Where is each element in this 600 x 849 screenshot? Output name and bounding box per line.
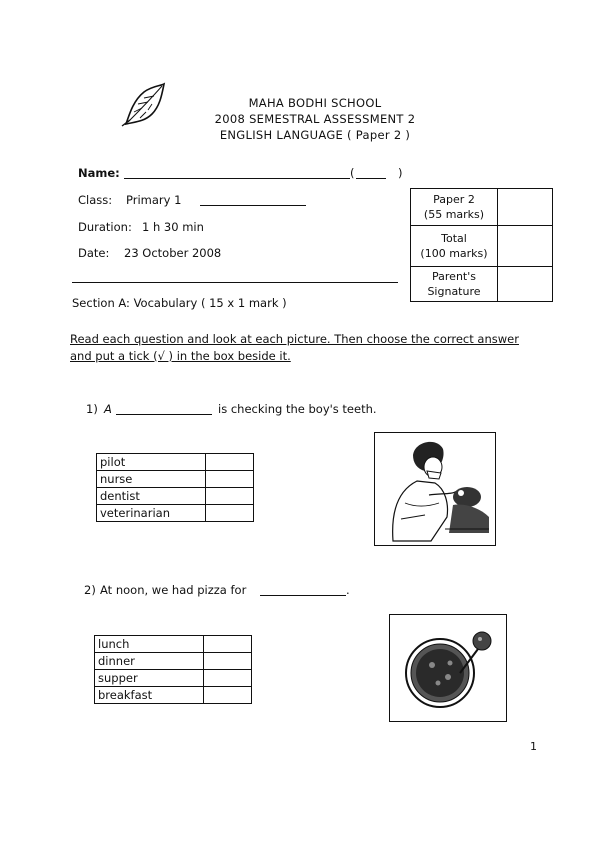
- duration-value: 1 h 30 min: [142, 220, 204, 234]
- total-label: Total: [441, 232, 467, 245]
- question-1-options: [96, 453, 254, 522]
- parent-signature-field[interactable]: [498, 267, 553, 302]
- paper-label: Paper 2: [433, 193, 475, 206]
- assessment-title: 2008 SEMESTRAL ASSESSMENT 2: [214, 112, 416, 126]
- tick-box[interactable]: [206, 505, 254, 522]
- tick-box[interactable]: [204, 636, 252, 653]
- tick-box[interactable]: [204, 687, 252, 704]
- class-value: Primary 1: [126, 193, 182, 207]
- question-2-end: .: [346, 583, 350, 597]
- question-2-options: [94, 635, 252, 704]
- register-number-field[interactable]: [356, 178, 386, 179]
- pizza-picture-icon: [389, 614, 507, 722]
- date-value: 23 October 2008: [124, 246, 222, 260]
- paper-score-cell[interactable]: [498, 189, 553, 226]
- class-field[interactable]: [200, 205, 306, 206]
- question-1-text: is checking the boy's teeth.: [218, 402, 377, 416]
- tick-box[interactable]: [206, 454, 254, 471]
- date-label: Date:: [78, 246, 110, 260]
- signature-label: Signature: [427, 285, 481, 298]
- total-score-cell[interactable]: [498, 226, 553, 267]
- tick-box[interactable]: [204, 670, 252, 687]
- question-2-text: At noon, we had pizza for: [100, 583, 247, 597]
- question-1-number: 1): [86, 402, 98, 416]
- divider-line: [72, 282, 398, 283]
- paper-cell: [411, 189, 498, 226]
- option-text: veterinarian: [97, 505, 206, 522]
- name-field[interactable]: [124, 178, 350, 179]
- table-row: [95, 636, 252, 653]
- table-row: [97, 505, 254, 522]
- table-row: [97, 454, 254, 471]
- name-paren-open: (: [350, 166, 355, 180]
- tick-box[interactable]: [206, 488, 254, 505]
- class-label: Class:: [78, 193, 113, 207]
- option-text: nurse: [97, 471, 206, 488]
- table-row: [95, 687, 252, 704]
- parent-label: Parent's: [432, 270, 476, 283]
- name-label: Name:: [78, 166, 120, 180]
- question-2-blank: [260, 595, 346, 596]
- school-name: MAHA BODHI SCHOOL: [248, 96, 382, 110]
- table-row: [97, 471, 254, 488]
- option-text: dinner: [95, 653, 204, 670]
- option-text: pilot: [97, 454, 206, 471]
- tick-box[interactable]: [206, 471, 254, 488]
- total-marks: (100 marks): [420, 247, 488, 260]
- question-1-blank: [116, 414, 212, 415]
- dentist-picture-icon: [374, 432, 496, 546]
- option-text: supper: [95, 670, 204, 687]
- option-text: lunch: [95, 636, 204, 653]
- question-1-pre: A: [104, 402, 112, 416]
- name-paren-close: ): [398, 166, 403, 180]
- table-row: [97, 488, 254, 505]
- option-text: dentist: [97, 488, 206, 505]
- section-title: Section A: Vocabulary ( 15 x 1 mark ): [72, 296, 287, 310]
- table-row: [95, 653, 252, 670]
- instruction-line-2: and put a tick (√ ) in the box beside it.: [70, 349, 291, 363]
- page-number: 1: [530, 740, 537, 753]
- duration-label: Duration:: [78, 220, 132, 234]
- parent-signature-cell: [411, 267, 498, 302]
- table-row: [95, 670, 252, 687]
- option-text: breakfast: [95, 687, 204, 704]
- paper-marks: (55 marks): [423, 208, 485, 221]
- instruction-line-1: Read each question and look at each picture. Then choose the correct answer: [70, 332, 519, 346]
- total-cell: [411, 226, 498, 267]
- marks-table: [410, 188, 553, 302]
- subject-title: ENGLISH LANGUAGE ( Paper 2 ): [219, 128, 411, 142]
- tick-box[interactable]: [204, 653, 252, 670]
- question-2-number: 2): [84, 583, 96, 597]
